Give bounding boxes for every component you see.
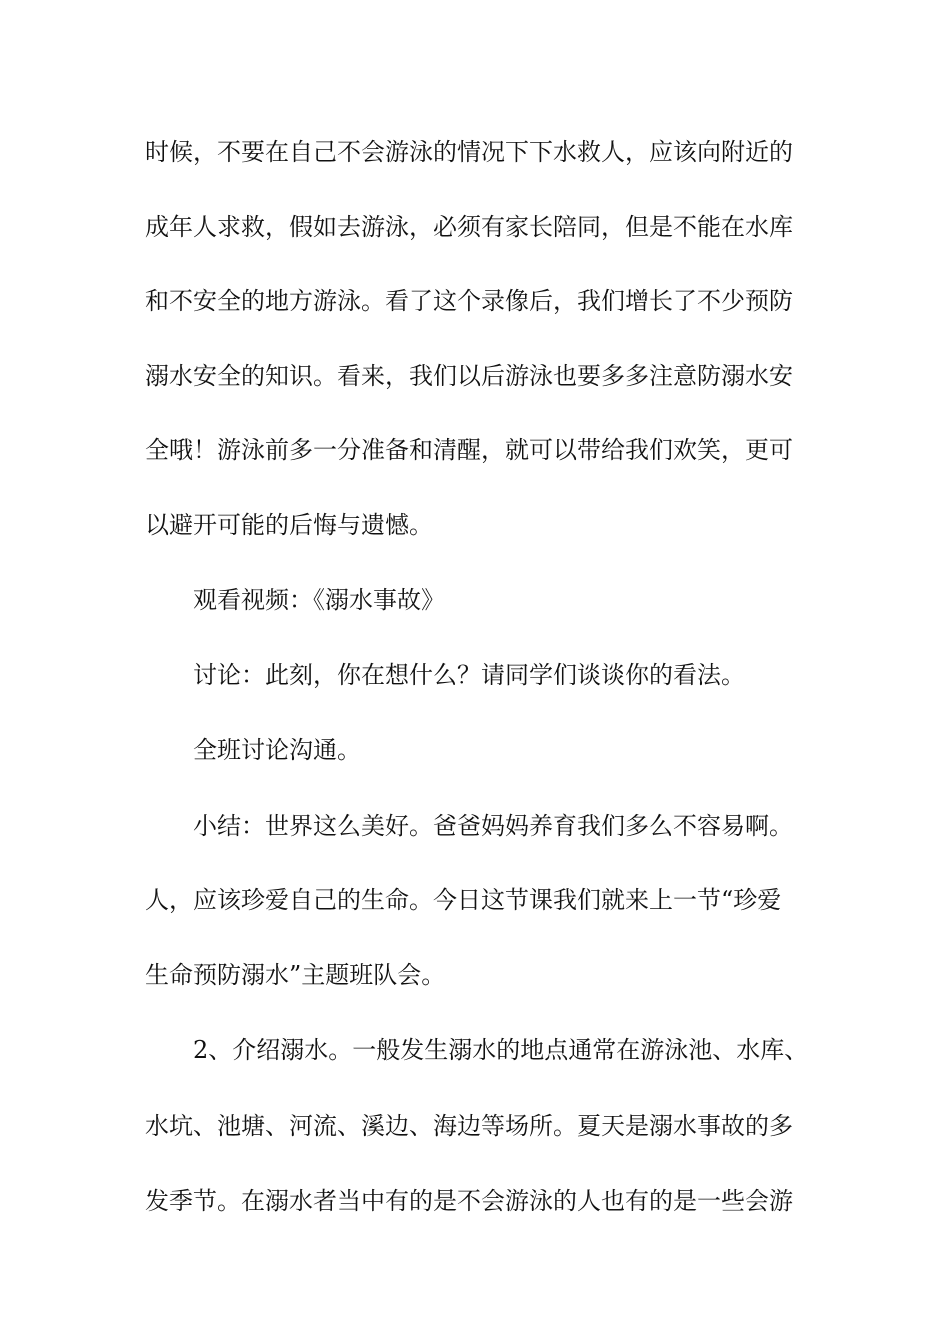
text-line-11: 人，应该珍爱自己的生命。今日这节课我们就来上一节“珍爱 bbox=[145, 886, 782, 914]
section-2-line: 2、介绍溺水。一般发生溺水的地点通常在游泳池、水库、 bbox=[193, 1036, 809, 1064]
text-line-1: 时候，不要在自己不会游泳的情况下下水救人，应该向附近的 bbox=[145, 138, 793, 166]
text-line-14: 水坑、池塘、河流、溪边、海边等场所。夏天是溺水事故的多 bbox=[145, 1112, 793, 1140]
text-line-5: 全哦！游泳前多一分准备和清醒，就可以带给我们欢笑，更可 bbox=[145, 436, 793, 464]
text-line-2: 成年人求救，假如去游泳，必须有家长陪同，但是不能在水库 bbox=[145, 213, 793, 241]
text-line-3: 和不安全的地方游泳。看了这个录像后，我们增长了不少预防 bbox=[145, 287, 793, 315]
text-line-15: 发季节。在溺水者当中有的是不会游泳的人也有的是一些会游 bbox=[145, 1187, 793, 1215]
text-line-4: 溺水安全的知识。看来，我们以后游泳也要多多注意防溺水安 bbox=[145, 362, 793, 390]
video-heading: 观看视频：《溺水事故》 bbox=[193, 586, 445, 614]
discussion-line: 讨论：此刻，你在想什么？请同学们谈谈你的看法。 bbox=[193, 661, 745, 689]
summary-line: 小结：世界这么美好。爸爸妈妈养育我们多么不容易啊。 bbox=[193, 812, 793, 840]
text-line-6: 以避开可能的后悔与遗憾。 bbox=[145, 511, 433, 539]
class-discussion-line: 全班讨论沟通。 bbox=[193, 736, 361, 764]
text-line-12: 生命预防溺水”主题班队会。 bbox=[145, 961, 446, 989]
